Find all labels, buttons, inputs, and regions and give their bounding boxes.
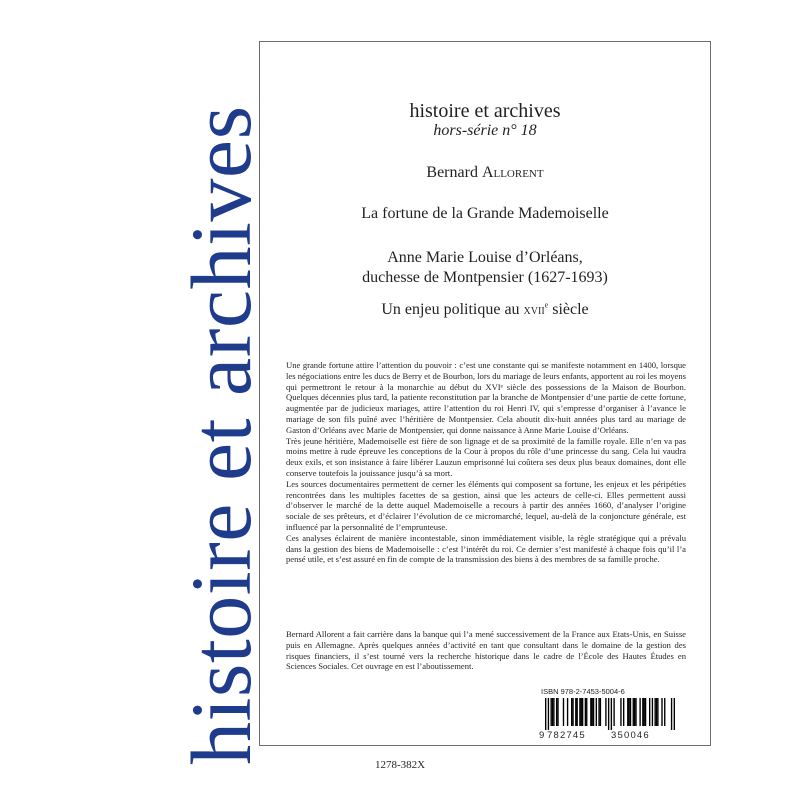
barcode-bar (608, 698, 609, 730)
barcode-bar (556, 698, 557, 726)
isbn-label: ISBN 978-2-7453-5004-6 (541, 687, 625, 696)
blurb-paragraph-1: Une grande fortune attire l’attention du pouvoir : c’est une constante qui se manifeste notamment en 1400, lorsque les négociations entre les ducs de Berry et de Bourbon, lors du mariage de leurs enfants, apportent au roi les moyens qui permettront le retour à la monarchie au début du XVIᵉ siècle des possessions de la Maison de Bourbon. Quelques décennies plus tard, la patiente reconstitution par la branche de Montpensier d’une partie de cette fortune, augmentée par de judicieux mariages, attire l’attention du roi Henri IV, qui s’empresse d’organiser à l’avance le mariage de son fils puîné avec l’héritière de Montpensier. Cela aboutit dix-huit années plus tard au mariage de Gaston d’Orléans avec Marie de Montpensier, qui donne naissance à Anne Marie Louise d’Orléans. (286, 360, 686, 435)
subtitle-century-numeral: xvii (523, 303, 545, 318)
barcode-bar (563, 698, 564, 726)
barcode-bar (550, 698, 551, 726)
back-cover-panel (259, 41, 711, 746)
barcode-bar (674, 698, 675, 730)
barcode-bar (553, 698, 554, 726)
barcode-bar (579, 698, 580, 726)
barcode-bar (627, 698, 628, 726)
barcode-bar (620, 698, 621, 726)
barcode-bar (575, 698, 576, 726)
book-subtitle (260, 248, 710, 288)
barcode-bar (661, 698, 662, 726)
barcode-bar (581, 698, 582, 726)
blurb-paragraph-2: Très jeune héritière, Mademoiselle est fière de son lignage et de sa proximité de la famille royale. Elle n’en va pas moins mettre à rude épreuve les conceptions de la Cour à propos du rôle d’une princesse du sang. Cela lui vaudra deux exils, et son insistance à faire libérer Lauzun emprisonné lui coûtera ses deux plus beaux domaines, dont elle conserve toutefois la jouissance jusqu’à sa mort. (286, 435, 686, 478)
subtitle-century-sup: e (544, 300, 549, 310)
barcode-bar (652, 698, 653, 726)
barcode-bar (657, 698, 658, 726)
series-title-text: histoire et archives (173, 105, 269, 765)
barcode-bar (611, 698, 612, 730)
back-cover-blurb (286, 360, 686, 565)
barcode-bar (634, 698, 635, 726)
barcode-bar (639, 698, 640, 726)
author-name (260, 164, 710, 182)
blurb-paragraph-3: Les sources documentaires permettent de cerner les éléments qui composent sa fortune, les enjeux et les péripéties rencontrées dans les multiples facettes de sa gestion, ainsi que les acteurs de celle-ci. Elles permettent aussi d’observer le marché de la dette auquel Mademoiselle a recours à partir des années 1660, d’analyser l’origine sociale de ses prêteurs, et d’éclairer l’évolution de ce micromarché, lequel, au-delà de la conjoncture générale, est influencé par la personnalité de l’emprunteuse. (286, 478, 686, 532)
barcode-bar (600, 698, 601, 726)
barcode-bar (567, 698, 568, 726)
book-subtitle-century (260, 300, 710, 321)
barcode-bar (649, 698, 650, 726)
barcode-bar (593, 698, 594, 726)
series-name: histoire et archives (409, 100, 561, 122)
subtitle-line-1: Anne Marie Louise d’Orléans, (387, 249, 583, 266)
barcode-bar (592, 698, 593, 726)
barcode-lead-digit: 9 (539, 730, 545, 741)
barcode-bar (623, 698, 624, 726)
barcode-bar (545, 698, 546, 730)
barcode-digit-group-1: 782745 (547, 730, 586, 741)
barcode-bar (548, 698, 549, 730)
issue-number: hors-série n° 18 (433, 122, 537, 139)
barcode-bar (613, 698, 614, 726)
barcode-bar (590, 698, 591, 726)
barcode-bar (633, 698, 634, 726)
barcode-bar (628, 698, 629, 726)
barcode-bar (645, 698, 646, 726)
subtitle-line-2: duchesse de Montpensier (1627-1693) (362, 269, 608, 286)
subtitle-century-pre: Un enjeu politique au (381, 301, 520, 318)
author-first-name: Bernard (426, 164, 478, 181)
author-bio (286, 629, 686, 672)
barcode-bar (664, 698, 665, 726)
barcode-bar (576, 698, 577, 726)
barcode-bar (598, 698, 599, 726)
book-title: La fortune de la Grande Mademoiselle (361, 205, 609, 222)
barcode-bars (545, 698, 675, 730)
barcode-bar (586, 698, 587, 726)
barcode-bar (571, 698, 572, 726)
barcode-digits (539, 730, 681, 741)
barcode-bar (605, 698, 606, 726)
barcode-bar (635, 698, 636, 726)
barcode-digit-group-2: 350046 (611, 730, 650, 741)
author-bio-text: Bernard Allorent a fait carrière dans la banque qui l’a mené successivement de la France aux Etats-Unis, en Suisse puis en Allemagne. Après quelques années d’activité en tant que consultant dans le domaine de la gestion des risques financiers, il s’est tourné vers la recherche historique dans le cadre de l’École des Hautes Études en Sciences Sociales. Cet ouvrage en est l’aboutissement. (286, 629, 686, 672)
blurb-paragraph-4: Ces analyses éclairent de manière incontestable, sinon immédiatement visible, la règle stratégique qui a prévalu dans la gestion des biens de Mademoiselle : c’est l’intérêt du roi. Ce dernier s’est manifesté à chaque fois qu’il l’a pensé utile, et s’est assuré en fin de compte de la transmission des biens à des membres de sa famille proche. (286, 532, 686, 565)
barcode-bar (654, 698, 655, 726)
barcode-bar (557, 698, 558, 726)
barcode-bar (642, 698, 643, 726)
barcode-bar (552, 698, 553, 726)
barcode-bar (644, 698, 645, 726)
barcode-bar (582, 698, 583, 726)
barcode-bar (656, 698, 657, 726)
author-last-name: Allorent (481, 164, 544, 181)
issn-number: 1278-382X (374, 759, 426, 771)
barcode-bar (630, 698, 631, 726)
isbn-barcode (539, 687, 681, 742)
barcode-bar (572, 698, 573, 726)
barcode-bar (671, 698, 672, 730)
barcode-bar (596, 698, 597, 726)
barcode-bar (585, 698, 586, 726)
vertical-series-title (0, 0, 269, 800)
subtitle-century-post: siècle (552, 301, 589, 318)
